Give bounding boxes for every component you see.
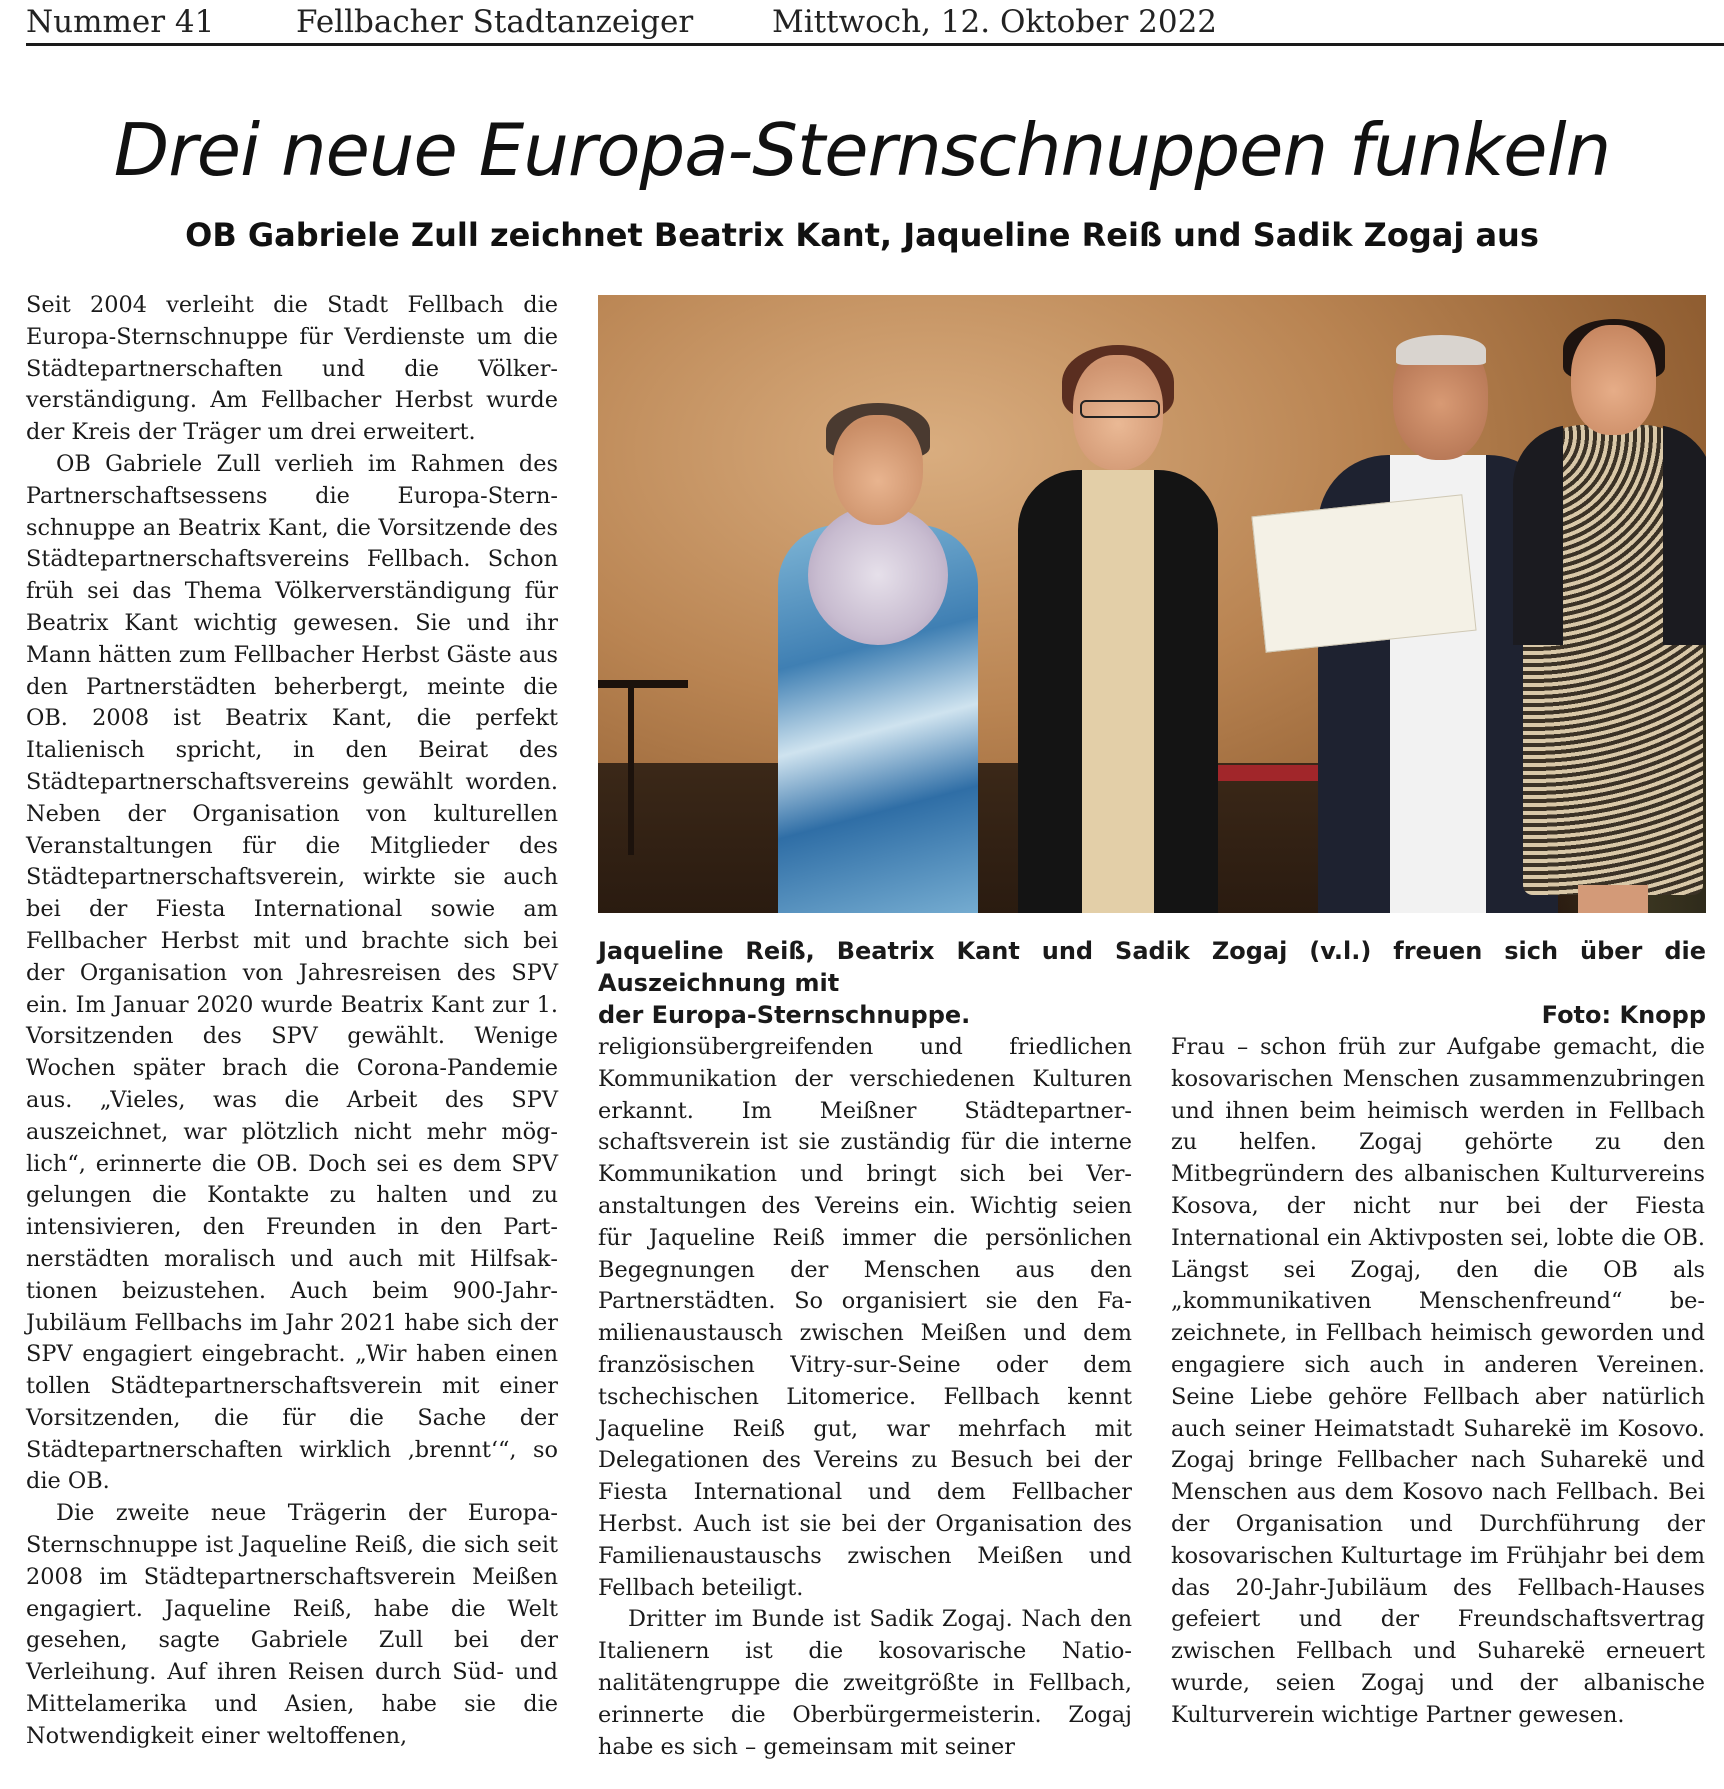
photo-caption — [598, 935, 1706, 1031]
paragraph: Dritter im Bunde ist Sadik Zogaj. Nach den Italienern ist die kosovarische Nationalitätengruppe die zweitgrößte in Fellbach, erinnerte die Oberbürgermeisterin. Zogaj habe es sich – gemeinsam mit seiner — [598, 1606, 1132, 1760]
photo-music-stand — [598, 680, 688, 688]
masthead — [26, 0, 1724, 46]
article-column-3 — [1171, 1032, 1705, 1732]
award-photo — [598, 295, 1706, 913]
article-column-1 — [26, 290, 558, 1753]
photo-person-1 — [778, 395, 978, 913]
caption-line-1: Jaqueline Reiß, Beatrix Kant und Sadik Zogaj (v.l.) freuen sich über die Auszeichnung mit — [598, 937, 1706, 997]
article-headline: Drei neue Europa-Sternschnuppen funkeln — [113, 108, 1611, 192]
paragraph: Frau – schon früh zur Aufgabe gemacht, die kosovarischen Menschen zusammenzubringen und ihnen beim heimisch werden in Fellbach zu helfen. Zogaj gehörte zu den Mitbegründern des albanischen Kulturvereins Kosova, der nicht nur bei der Fiesta International ein Aktivposten sei, lobte die OB. Längst sei Zogaj, den die OB als „kommunikativen Menschenfreund“ bezeichnete, in Fellbach heimisch geworden und engagiere sich auch in anderen Vereinen. Seine Liebe gehöre Fellbach aber natürlich auch seiner Heimatstadt Suharekë im Kosovo. Zogaj bringe Fellbacher nach Suharekë und Menschen aus dem Kosovo nach Fellbach. Bei der Organisation und Durchführung der kosovarischen Kulturtage im Frühjahr bei dem das 20-Jahr-Jubiläum des Fellbach-Hauses gefeiert und der Freundschaftsvertrag zwischen Fellbach und Suharekë erneuert wurde, seien Zogaj und der albanische Kulturverein wichtige Partner gewesen. — [1171, 1034, 1705, 1728]
photo-music-stand-pole — [628, 685, 634, 855]
caption-line-2: der Europa-Sternschnuppe. — [598, 1001, 971, 1029]
paragraph: Seit 2004 verleiht die Stadt Fellbach die Europa-Sternschnuppe für Verdienste um die Städtepartnerschaften und die Völkerverständigung. Am Fellbacher Herbst wurde der Kreis der Träger um drei erweitert. — [26, 292, 558, 446]
paragraph: religionsübergreifenden und friedlichen Kommunikation der verschiedenen Kulturen erkannt. Im Meißner Städtepartnerschaftsverein ist sie zuständig für die interne Kommunikation und bringt sich bei Veranstaltungen des Vereins ein. Wichtig seien für Jaqueline Reiß immer die persönlichen Begegnungen der Menschen aus den Partnerstädten. So organisiert sie den Familienaustausch zwischen Meißen und dem französischen Vitry-sur-Seine oder dem tschechischen Litomerice. Fellbach kennt Jaqueline Reiß gut, war mehrfach mit Delegationen des Vereins zu Besuch bei der Fiesta International und dem Fellbacher Herbst. Auch ist sie bei der Organisation des Familienaustauschs zwischen Meißen und Fellbach beteiligt. — [598, 1034, 1132, 1601]
issue-date: Mittwoch, 12. Oktober 2022 — [772, 4, 1218, 40]
paragraph: OB Gabriele Zull verlieh im Rahmen des Partnerschaftsessens die Europa-Sternschnuppe an Beatrix Kant, die Vorsitzende des Städtepartnerschaftsvereins Fellbach. Schon früh sei das Thema Völkerverständigung für Beatrix Kant wichtig gewesen. Sie und ihr Mann hätten zum Fellbacher Herbst Gäste aus den Partnerstädten beherbergt, meinte die OB. 2008 ist Beatrix Kant, die perfekt Italienisch spricht, in den Beirat des Städtepartnerschaftsvereins gewählt worden. Neben der Organisation von kulturellen Veranstaltungen für die Mitglieder des Städtepartnerschaftsverein, wirkte sie auch bei der Fiesta International sowie am Fellbacher Herbst mit und brachte sich bei der Organisation von Jahresreisen des SPV ein. Im Januar 2020 wurde Beatrix Kant zur 1. Vorsitzenden des SPV gewählt. Wenige Wochen später brach die Corona-Pandemie aus. „Vieles, was die Arbeit des SPV auszeichnet, war plötzlich nicht mehr möglich“, erinnerte die OB. Doch sei es dem SPV gelungen die Kontakte zu halten und zu intensivieren, den Freunden in den Partnerstädten moralisch und auch mit Hilfsaktionen beizustehen. Auch beim 900-Jahr-Jubiläum Fellbachs im Jahr 2021 habe sich der SPV engagiert eingebracht. „Wir haben einen tollen Städtepartnerschaftsverein mit einer Vorsitzenden, die für die Sache der Städtepartnerschaften wirklich ‚brennt‘“, so die OB. — [26, 450, 558, 1495]
photo-credit: Foto: Knopp — [1541, 1001, 1706, 1029]
article-subheadline: OB Gabriele Zull zeichnet Beatrix Kant, Jaqueline Reiß und Sadik Zogaj aus — [185, 216, 1539, 254]
photo-person-4 — [1523, 325, 1703, 913]
article-column-2 — [598, 1032, 1132, 1763]
paragraph: Die zweite neue Trägerin der Europa-Sternschnuppe ist Jaqueline Reiß, die sich seit 2008 im Städtepartnerschaftsverein Meißen engagiert. Jaqueline Reiß, habe die Welt gesehen, sagte Gabriele Zull bei der Verleihung. Auf ihren Reisen durch Süd- und Mittelamerika und Asien, habe sie die Notwendigkeit einer weltoffenen, — [26, 1500, 558, 1749]
photo-person-2 — [1018, 345, 1218, 913]
newspaper-name: Fellbacher Stadtanzeiger — [296, 4, 694, 40]
issue-number: Nummer 41 — [26, 4, 215, 40]
